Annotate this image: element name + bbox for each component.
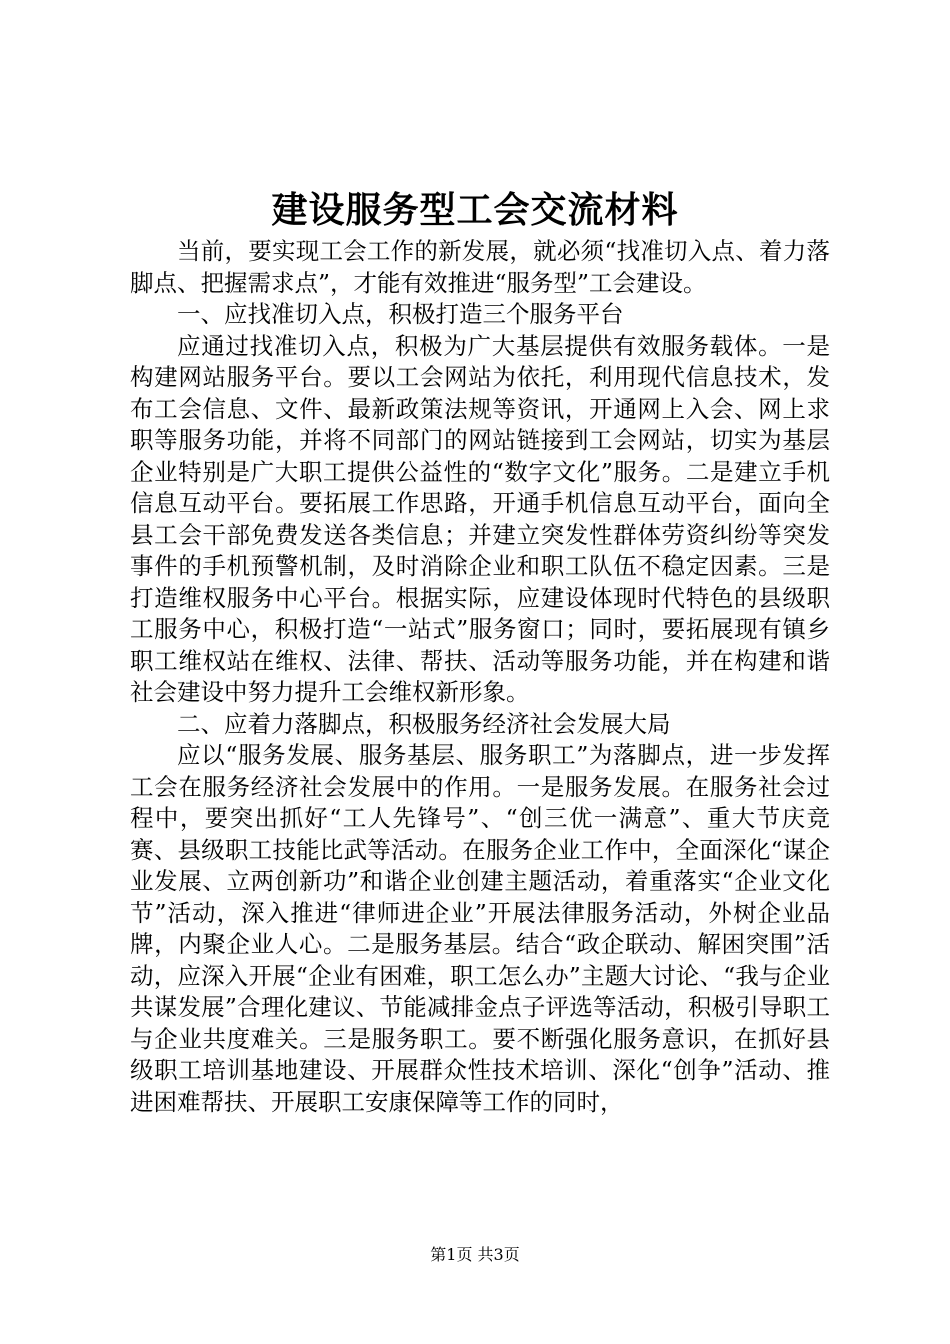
page-number: 第1页 共3页 <box>430 1245 520 1264</box>
document-title: 建设服务型工会交流材料 <box>271 189 679 231</box>
section-heading-2: 二、应着力落脚点，积极服务经济社会发展大局 <box>177 709 671 738</box>
document-body <box>130 236 830 1118</box>
section-heading-1: 一、应找准切入点，积极打造三个服务平台 <box>177 300 624 328</box>
paragraph-section-2: 应以“服务发展、服务基层、服务职工”为落脚点，进一步发挥工会在服务经济社会发展中的作用。一是服务发展。在服务社会过程中，要突出抓好“工人先锋号”、“创三优一满意”、重大节庆竞赛、县级职工技能比武等活动。在服务企业工作中，全面深化“谋企业发展、立两创新功”和谐企业创建主题活动，着重落实“企业文化节”活动，深入推进“律师进企业”开展法律服务活动，外树企业品牌，内聚企业人心。二是服务基层。结合“政企联动、解困突围”活动，应深入开展“企业有困难，职工怎么办”主题大讨论、“我与企业共谋发展”合理化建议、节能减排金点子评选等活动，积极引导职工与企业共度难关。三是服务职工。要不断强化服务意识，在抓好县级职工培训基地建设、开展群众性技术培训、深化“创争”活动、推进困难帮扶、开展职工安康保障等工作的同时， <box>130 741 830 1116</box>
paragraph-intro: 当前，要实现工会工作的新发展，就必须“找准切入点、着力落脚点、把握需求点”，才能有效推进“服务型”工会建设。 <box>130 237 830 297</box>
paragraph-section-1: 应通过找准切入点，积极为广大基层提供有效服务载体。一是构建网站服务平台。要以工会网站为依托，利用现代信息技术，发布工会信息、文件、最新政策法规等资讯，开通网上入会、网上求职等服务功能，并将不同部门的网站链接到工会网站，切实为基层企业特别是广大职工提供公益性的“数字文化”服务。二是建立手机信息互动平台。要拓展工作思路，开通手机信息互动平台，面向全县工会干部免费发送各类信息；并建立突发性群体劳资纠纷等突发事件的手机预警机制，及时消除企业和职工队伍不稳定因素。三是打造维权服务中心平台。根据实际，应建设体现时代特色的县级职工服务中心，积极打造“一站式”服务窗口；同时，要拓展现有镇乡职工维权站在维权、法律、帮扶、活动等服务功能，并在构建和谐社会建设中努力提升工会维权新形象。 <box>130 331 830 706</box>
